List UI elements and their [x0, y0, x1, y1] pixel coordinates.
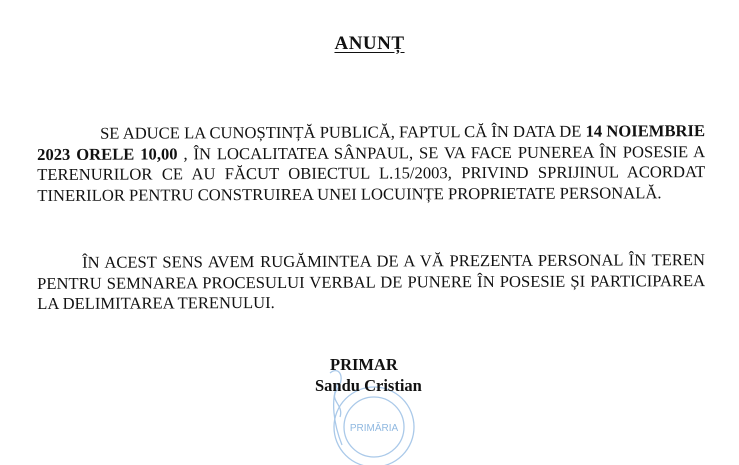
- date-time-bold: 14 NOIEMBRIE 2023 ORELE 10,00: [37, 121, 706, 164]
- announcement-paragraph-2: ÎN ACEST SENS AVEM RUGĂMINTEA DE A VĂ PREZENTA PERSONAL ÎN TEREN PENTRU SEMNAREA PROCESULUI VERBAL DE PUNERE ÎN POSESIE ȘI PARTICIPAREA LA DELIMITAREA TERENULUI.: [37, 250, 706, 314]
- signature-name: Sandu Cristian: [315, 376, 422, 395]
- paragraph-1-text-start: SE ADUCE LA CUNOȘTINȚĂ PUBLICĂ, FAPTUL CĂ ÎN DATA DE: [99, 121, 586, 143]
- stamp-text: PRIMĂRIA: [349, 423, 399, 434]
- stamp-inner-ring: [344, 397, 404, 457]
- announcement-paragraph-1: [37, 121, 705, 206]
- signature-role: PRIMAR: [330, 355, 398, 374]
- stamp-outer-ring: [334, 387, 414, 465]
- paragraph-1-text-end: , ÎN LOCALITATEA SÂNPAUL, SE VA FACE PUNEREA ÎN POSESIE A TERENURILOR CE AU FĂCUT OBIECTUL L.15/2003, PRIVIND SPRIJINUL ACORDAT TINERILOR PENTRU CONSTRUIREA UNEI LOCUINȚE PROPRIETATE PERSONALĂ.: [37, 141, 706, 205]
- announcement-title: ANUNȚ: [334, 33, 405, 54]
